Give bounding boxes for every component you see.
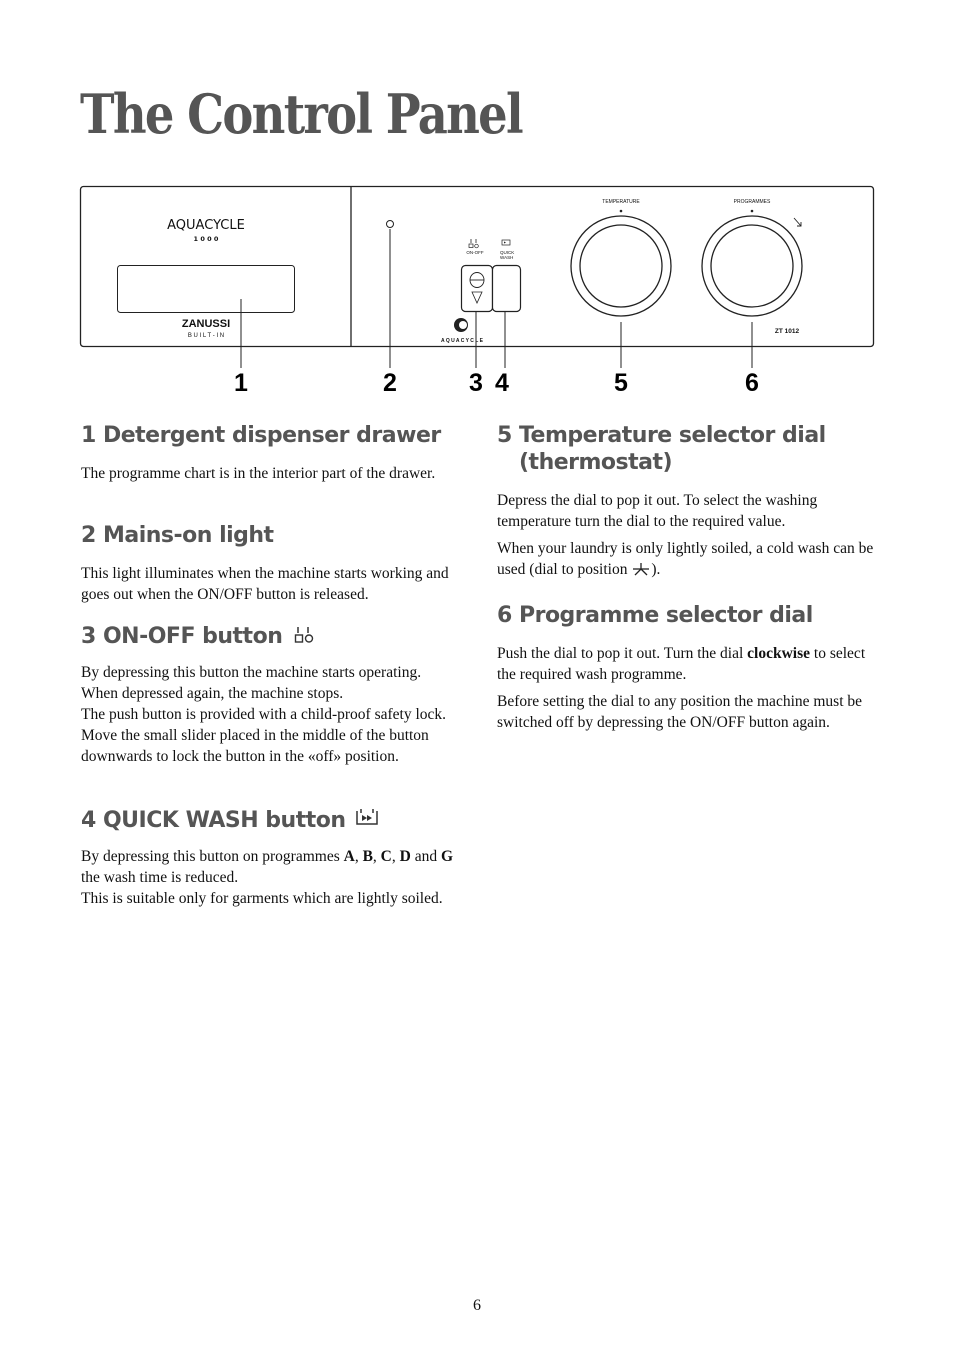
section-4-text bbox=[81, 846, 459, 909]
prog-g: G bbox=[440, 848, 454, 865]
section-5-paragraph-1: Depress the dial to pop it out. To select the washing temperature turn the dial to the required value. bbox=[497, 492, 818, 530]
prog-b: B bbox=[362, 848, 373, 865]
aquacycle-logo-text: A Q U A C Y C L E bbox=[441, 338, 483, 344]
quick-wash-symbol-icon bbox=[355, 808, 379, 828]
zanussi-logo: ZANUSSI bbox=[181, 318, 231, 330]
quick-wash-button[interactable] bbox=[493, 266, 521, 312]
onoff-symbol-icon bbox=[294, 625, 316, 645]
callout-4: 4 bbox=[495, 369, 509, 397]
s6-bold: clockwise bbox=[747, 645, 811, 662]
programmes-label: PROGRAMMES bbox=[733, 199, 771, 205]
s6-text-a: Push the dial to pop it out. Turn the dial bbox=[497, 645, 744, 662]
section-3-text bbox=[81, 662, 459, 767]
section-6-text bbox=[497, 643, 875, 733]
section-5-paragraph-2 bbox=[497, 538, 875, 580]
temperature-label: TEMPERATURE bbox=[602, 199, 640, 205]
section-1-title: 1 Detergent dispenser drawer bbox=[81, 423, 441, 448]
model-code: ZT 1012 bbox=[774, 328, 800, 335]
callout-5: 5 bbox=[614, 369, 628, 397]
prog-a: A bbox=[343, 848, 355, 865]
page-title: The Control Panel bbox=[80, 82, 522, 146]
quick-label-2: WASH bbox=[500, 255, 514, 260]
aquacycle-model-text: AQUACYCLE bbox=[167, 218, 245, 233]
section-5-title-line-1: 5 Temperature selector dial bbox=[497, 423, 826, 448]
callout-2: 2 bbox=[383, 369, 397, 397]
callout-6: 6 bbox=[745, 369, 759, 397]
callout-3: 3 bbox=[469, 369, 483, 397]
detergent-drawer bbox=[118, 266, 295, 313]
section-4-paragraph-1: By depressing this button on programmes A, B, C, D and G the wash time is reduced. bbox=[81, 848, 454, 886]
section-3-title: 3 ON-OFF button bbox=[81, 624, 283, 649]
s4-text-a: By depressing this button on programmes bbox=[81, 848, 344, 865]
section-2-title: 2 Mains-on light bbox=[81, 523, 274, 548]
section-4-title: 4 QUICK WASH button bbox=[81, 808, 346, 833]
section-1-paragraph: The programme chart is in the interior part of the drawer. bbox=[81, 465, 436, 482]
section-2-paragraph: This light illuminates when the machine starts working and goes out when the ON/OFF button is released. bbox=[81, 565, 449, 603]
section-5-title-line-2: (thermostat) bbox=[519, 450, 673, 475]
prog-c: C bbox=[380, 848, 392, 865]
section-6-paragraph-1 bbox=[497, 643, 875, 685]
built-in-text: B U I L T - I N bbox=[187, 333, 225, 339]
quick-label-1: QUICK bbox=[500, 250, 515, 255]
prog-d: D bbox=[399, 848, 411, 865]
section-6-title: 6 Programme selector dial bbox=[497, 603, 813, 628]
section-4-heading bbox=[81, 808, 379, 831]
cold-wash-icon bbox=[631, 562, 651, 576]
section-3-paragraph-1: By depressing this button the machine starts operating. When depressed again, the machine stops. bbox=[81, 664, 422, 702]
section-1-text bbox=[81, 463, 435, 484]
s5-text-a: When your laundry is only lightly soiled, a cold wash can be used (dial to position bbox=[497, 540, 874, 578]
section-2-text bbox=[81, 563, 459, 605]
section-3-heading bbox=[81, 625, 316, 647]
model-number-text: 1 0 0 0 bbox=[193, 235, 219, 243]
section-6-paragraph-2: Before setting the dial to any position the machine must be switched off by depressing the ON/OFF button again. bbox=[497, 693, 863, 731]
onoff-label: ON-OFF bbox=[466, 250, 484, 255]
s5-text-b: ). bbox=[651, 561, 661, 578]
control-panel-illustration bbox=[0, 0, 954, 400]
section-3-paragraph-2: The push button is provided with a child-proof safety lock. Move the small slider placed in the middle of the button downwards to lock the button in the «off» position. bbox=[81, 706, 447, 765]
section-4-paragraph-2: This is suitable only for garments which are lightly soiled. bbox=[81, 890, 443, 907]
s4-text-b: the wash time is reduced. bbox=[81, 869, 239, 886]
callout-1: 1 bbox=[234, 369, 248, 397]
section-5-text bbox=[497, 490, 875, 580]
s4-and: and bbox=[414, 848, 438, 865]
page-number: 6 bbox=[473, 1297, 481, 1314]
s6-text-b: to select the required wash programme. bbox=[497, 645, 866, 683]
